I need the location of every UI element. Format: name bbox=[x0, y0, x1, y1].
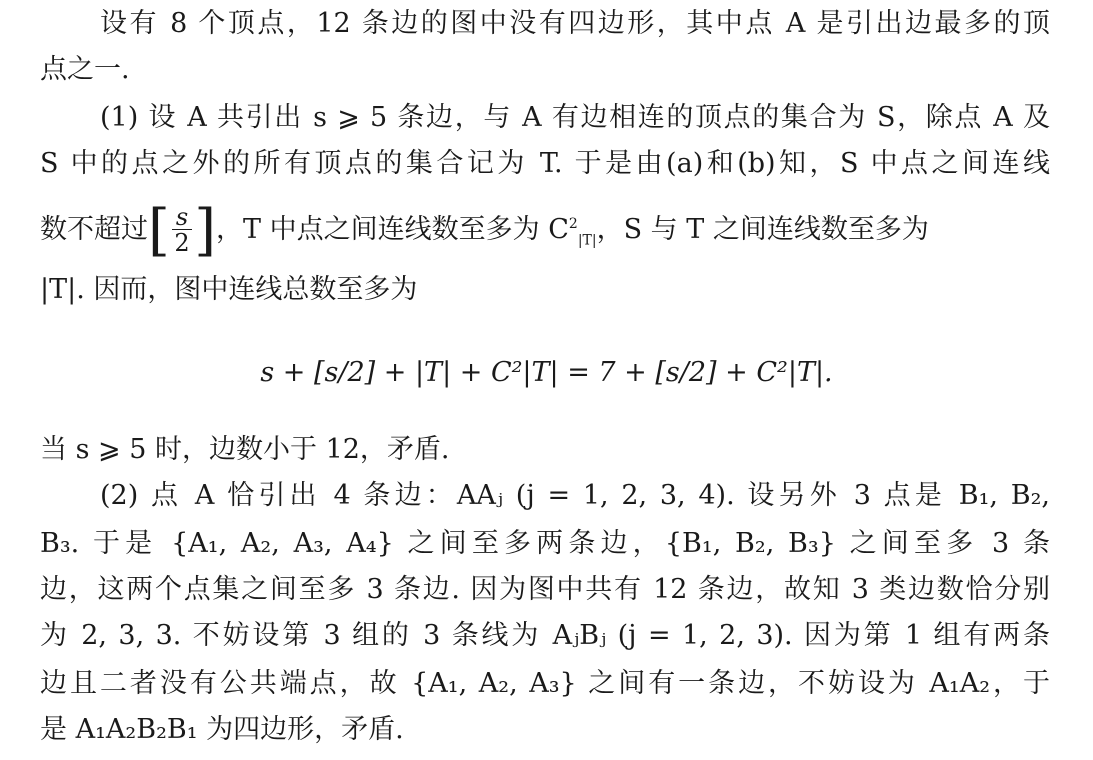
fraction-s-over-2 bbox=[172, 205, 192, 256]
paragraph-1-conclusion: 当 s ⩾ 5 时，边数小于 12，矛盾. bbox=[40, 434, 450, 465]
display-formula bbox=[0, 338, 1093, 408]
fraction-numerator: s bbox=[172, 205, 192, 230]
floor-bracket-right: ] bbox=[194, 197, 217, 263]
text-segment: ，S 与 T 之间连线数至多为 bbox=[596, 214, 929, 245]
paragraph-1-line-4: |T|. 因而，图中连线总数至多为 bbox=[40, 274, 418, 305]
paragraph-intro-line-2: 点之一. bbox=[40, 54, 130, 85]
formula-content: s + [s/2] + |T| + C²|T| = 7 + [s/2] + C²|T|. bbox=[260, 357, 833, 388]
paragraph-1-line-3: 数不超过[ $\frac{s}{2}$ ]，T 中点之间连线数至多为 $C^2_{|T|}$，S 与 T 之间连线数至多为 bbox=[40, 197, 929, 263]
paragraph-2-line-4: 为 2, 3, 3. 不妨设第 3 组的 3 条线为 AⱼBⱼ (j = 1, 2, 3). 因为第 1 组有两条 bbox=[40, 620, 1050, 651]
paragraph-1-line-2: S 中的点之外的所有顶点的集合记为 T. 于是由(a)和(b)知，S 中点之间连线 bbox=[40, 148, 1050, 179]
paragraph-2-line-2: B₃. 于是 {A₁, A₂, A₃, A₄} 之间至多两条边，{B₁, B₂, B₃} 之间至多 3 条 bbox=[40, 528, 1050, 559]
fraction-denominator: 2 bbox=[174, 229, 190, 257]
paragraph-2-line-1: (2) 点 A 恰引出 4 条边：AAⱼ (j = 1, 2, 3, 4). 设另外 3 点是 B₁, B₂, bbox=[100, 480, 1050, 511]
paragraph-2-line-6: 是 A₁A₂B₂B₁ 为四边形，矛盾. bbox=[40, 714, 404, 745]
paragraph-1-line-1: (1) 设 A 共引出 s ⩾ 5 条边，与 A 有边相连的顶点的集合为 S，除点 A 及 bbox=[100, 102, 1050, 133]
paragraph-2-line-3: 边，这两个点集之间至多 3 条边. 因为图中共有 12 条边，故知 3 类边数恰分别 bbox=[40, 574, 1050, 605]
floor-bracket-left: [ bbox=[148, 197, 170, 263]
paragraph-intro-line-1: 设有 8 个顶点，12 条边的图中没有四边形，其中点 A 是引出边最多的顶 bbox=[100, 8, 1050, 39]
text-segment: ，T 中点之间连线数至多为 C bbox=[216, 214, 569, 245]
text-segment: 数不超过 bbox=[40, 214, 148, 245]
paragraph-2-line-5: 边且二者没有公共端点，故 {A₁, A₂, A₃} 之间有一条边，不妨设为 A₁A₂，于 bbox=[40, 668, 1050, 699]
